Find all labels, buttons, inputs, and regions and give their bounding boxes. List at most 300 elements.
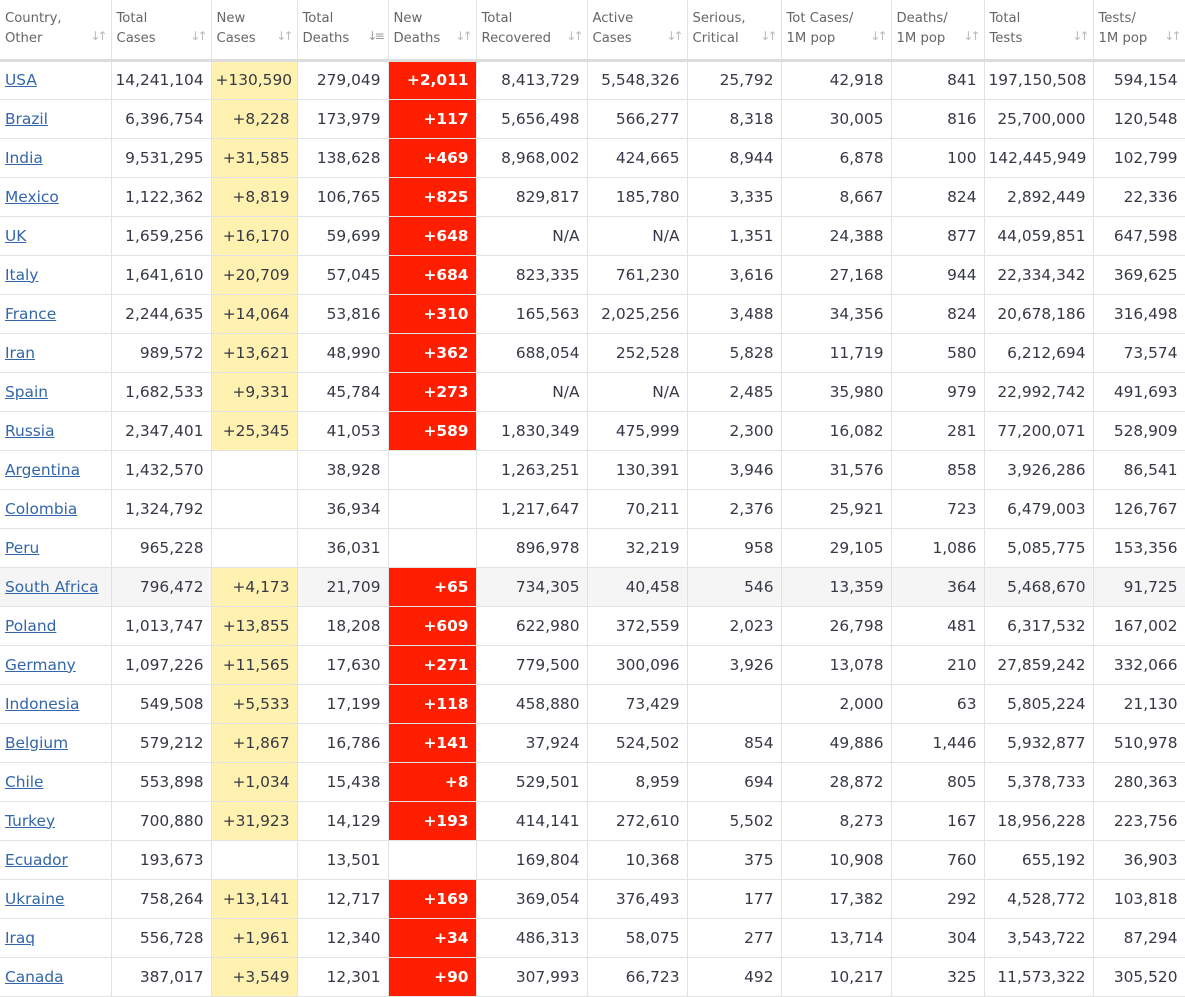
table-row (0, 177, 1185, 216)
cell-total-cases: 14,241,104 (111, 60, 211, 99)
cell-total-recovered: 622,980 (476, 606, 587, 645)
cell-country (0, 957, 111, 996)
cell-active-cases: 185,780 (587, 177, 687, 216)
header-label-line2: Cases (116, 31, 156, 46)
cell-tot-cases-per-1m: 6,878 (781, 138, 891, 177)
cell-tests-per-1m: 305,520 (1093, 957, 1185, 996)
cell-serious-critical: 492 (687, 957, 781, 996)
country-link[interactable]: Italy (5, 265, 39, 284)
cell-new-cases: +1,034 (211, 762, 297, 801)
cell-serious-critical: 854 (687, 723, 781, 762)
header-total-tests[interactable] (984, 0, 1093, 60)
cell-total-deaths: 38,928 (297, 450, 388, 489)
header-label-line2: 1M pop (896, 31, 946, 46)
table-row (0, 840, 1185, 879)
cell-total-deaths: 279,049 (297, 60, 388, 99)
cell-new-cases: +13,855 (211, 606, 297, 645)
cell-tot-cases-per-1m: 29,105 (781, 528, 891, 567)
cell-total-tests: 3,543,722 (984, 918, 1093, 957)
cell-country (0, 333, 111, 372)
country-link[interactable]: Chile (5, 772, 44, 791)
cell-deaths-per-1m: 760 (891, 840, 984, 879)
cell-tests-per-1m: 332,066 (1093, 645, 1185, 684)
country-link[interactable]: Belgium (5, 733, 69, 752)
cell-country (0, 60, 111, 99)
country-link[interactable]: Mexico (5, 187, 59, 206)
cell-total-tests: 5,085,775 (984, 528, 1093, 567)
cell-tot-cases-per-1m: 27,168 (781, 255, 891, 294)
cell-active-cases: 272,610 (587, 801, 687, 840)
cell-country (0, 138, 111, 177)
cell-total-deaths: 45,784 (297, 372, 388, 411)
cell-new-deaths: +310 (388, 294, 476, 333)
sort-arrows-icon[interactable]: ↓↑ (666, 28, 681, 43)
cell-tot-cases-per-1m: 49,886 (781, 723, 891, 762)
header-label-line1: Total (116, 11, 148, 26)
header-label-line1: New (216, 11, 246, 26)
cell-serious-critical (687, 684, 781, 723)
cell-total-deaths: 12,301 (297, 957, 388, 996)
cell-country (0, 723, 111, 762)
table-row (0, 762, 1185, 801)
cell-new-cases: +130,590 (211, 60, 297, 99)
cell-total-cases: 2,244,635 (111, 294, 211, 333)
cell-active-cases: 73,429 (587, 684, 687, 723)
cell-total-deaths: 57,045 (297, 255, 388, 294)
cell-deaths-per-1m: 63 (891, 684, 984, 723)
country-link[interactable]: Germany (5, 655, 76, 674)
country-link[interactable]: Iraq (5, 928, 36, 947)
cell-new-cases: +14,064 (211, 294, 297, 333)
cell-new-deaths: +271 (388, 645, 476, 684)
cell-tests-per-1m: 223,756 (1093, 801, 1185, 840)
table-row (0, 138, 1185, 177)
cell-tests-per-1m: 491,693 (1093, 372, 1185, 411)
header-label-line1: Total (302, 11, 334, 26)
cell-country (0, 645, 111, 684)
cell-country (0, 372, 111, 411)
cell-total-tests: 6,479,003 (984, 489, 1093, 528)
header-label-line2: 1M pop (1098, 31, 1148, 46)
sort-arrows-icon[interactable]: ↓↑ (90, 28, 105, 43)
cell-country (0, 840, 111, 879)
cell-new-cases: +25,345 (211, 411, 297, 450)
header-deaths-per-1m[interactable] (891, 0, 984, 60)
cell-tot-cases-per-1m: 10,217 (781, 957, 891, 996)
cell-new-cases: +8,819 (211, 177, 297, 216)
header-new-cases[interactable] (211, 0, 297, 60)
header-serious-critical[interactable] (687, 0, 781, 60)
cell-deaths-per-1m: 841 (891, 60, 984, 99)
cell-country (0, 411, 111, 450)
cell-new-cases: +1,867 (211, 723, 297, 762)
cell-tests-per-1m: 167,002 (1093, 606, 1185, 645)
cell-tests-per-1m: 86,541 (1093, 450, 1185, 489)
cell-tests-per-1m: 36,903 (1093, 840, 1185, 879)
cell-country (0, 762, 111, 801)
cell-tot-cases-per-1m: 34,356 (781, 294, 891, 333)
cell-deaths-per-1m: 979 (891, 372, 984, 411)
cell-new-cases (211, 450, 297, 489)
cell-total-deaths: 17,630 (297, 645, 388, 684)
cell-tests-per-1m: 22,336 (1093, 177, 1185, 216)
cell-deaths-per-1m: 824 (891, 294, 984, 333)
cell-total-deaths: 106,765 (297, 177, 388, 216)
cell-deaths-per-1m: 723 (891, 489, 984, 528)
cell-serious-critical: 3,926 (687, 645, 781, 684)
cell-new-cases: +31,585 (211, 138, 297, 177)
country-link[interactable]: Turkey (5, 811, 56, 830)
cell-total-cases: 1,641,610 (111, 255, 211, 294)
cell-total-cases: 556,728 (111, 918, 211, 957)
cell-total-tests: 5,378,733 (984, 762, 1093, 801)
header-total-recovered[interactable] (476, 0, 587, 60)
cell-total-recovered: 779,500 (476, 645, 587, 684)
cell-tests-per-1m: 528,909 (1093, 411, 1185, 450)
header-tests-per-1m[interactable] (1093, 0, 1185, 60)
cell-total-deaths: 36,031 (297, 528, 388, 567)
header-total-deaths[interactable] (297, 0, 388, 60)
cell-new-cases: +20,709 (211, 255, 297, 294)
cell-tests-per-1m: 369,625 (1093, 255, 1185, 294)
header-new-deaths[interactable] (388, 0, 476, 60)
cell-country (0, 450, 111, 489)
cell-active-cases: 372,559 (587, 606, 687, 645)
sort-arrows-icon[interactable]: ↓↑ (190, 28, 205, 43)
cell-total-deaths: 17,199 (297, 684, 388, 723)
cell-serious-critical: 958 (687, 528, 781, 567)
cell-total-recovered: 8,968,002 (476, 138, 587, 177)
cell-total-recovered: 734,305 (476, 567, 587, 606)
country-link[interactable]: UK (5, 226, 27, 245)
cell-deaths-per-1m: 100 (891, 138, 984, 177)
cell-new-deaths: +469 (388, 138, 476, 177)
cell-serious-critical: 3,946 (687, 450, 781, 489)
cell-total-deaths: 173,979 (297, 99, 388, 138)
country-link[interactable]: Canada (5, 967, 64, 986)
cell-new-deaths: +589 (388, 411, 476, 450)
header-label-line1: Tot Cases/ (786, 11, 854, 26)
header-label-line1: Deaths/ (896, 11, 948, 26)
cell-serious-critical: 3,335 (687, 177, 781, 216)
cell-deaths-per-1m: 325 (891, 957, 984, 996)
country-link[interactable]: South Africa (5, 577, 99, 596)
country-link[interactable]: USA (5, 71, 37, 89)
cell-total-tests: 18,956,228 (984, 801, 1093, 840)
cell-new-deaths (388, 528, 476, 567)
cell-tests-per-1m: 73,574 (1093, 333, 1185, 372)
cell-tot-cases-per-1m: 30,005 (781, 99, 891, 138)
cell-new-deaths: +34 (388, 918, 476, 957)
cell-total-cases: 1,432,570 (111, 450, 211, 489)
cell-total-deaths: 36,934 (297, 489, 388, 528)
country-link[interactable]: Brazil (5, 109, 48, 128)
cell-active-cases: 2,025,256 (587, 294, 687, 333)
cell-tot-cases-per-1m: 25,921 (781, 489, 891, 528)
cell-total-deaths: 53,816 (297, 294, 388, 333)
country-link[interactable]: Iran (5, 343, 36, 362)
cell-total-recovered: 458,880 (476, 684, 587, 723)
header-label-line2: 1M pop (786, 31, 836, 46)
country-link[interactable]: Ecuador (5, 850, 68, 869)
cell-total-tests: 20,678,186 (984, 294, 1093, 333)
header-label-line2: Critical (692, 31, 739, 46)
cell-serious-critical: 546 (687, 567, 781, 606)
cell-tot-cases-per-1m: 35,980 (781, 372, 891, 411)
cell-active-cases: 300,096 (587, 645, 687, 684)
cell-active-cases: 376,493 (587, 879, 687, 918)
cell-active-cases: 40,458 (587, 567, 687, 606)
cell-total-tests: 77,200,071 (984, 411, 1093, 450)
cell-deaths-per-1m: 210 (891, 645, 984, 684)
sort-arrows-icon[interactable]: ↓↑ (870, 28, 885, 43)
cell-total-recovered: 8,413,729 (476, 60, 587, 99)
sort-arrows-icon[interactable]: ↓↑ (1072, 28, 1087, 43)
cell-deaths-per-1m: 364 (891, 567, 984, 606)
cell-country (0, 606, 111, 645)
table-row (0, 450, 1185, 489)
header-label-line2: Other (5, 31, 43, 46)
cell-deaths-per-1m: 858 (891, 450, 984, 489)
cell-total-recovered: 1,263,251 (476, 450, 587, 489)
cell-deaths-per-1m: 1,446 (891, 723, 984, 762)
sort-arrows-icon[interactable]: ↓↑ (566, 28, 581, 43)
country-link[interactable]: France (5, 304, 57, 323)
cell-tot-cases-per-1m: 24,388 (781, 216, 891, 255)
cell-country (0, 294, 111, 333)
cell-country (0, 801, 111, 840)
cell-country (0, 567, 111, 606)
header-label-line1: Total (481, 11, 513, 26)
cell-serious-critical: 5,828 (687, 333, 781, 372)
cell-new-deaths: +90 (388, 957, 476, 996)
cell-new-deaths: +2,011 (388, 60, 476, 99)
sort-desc-icon[interactable]: ↓≡ (367, 28, 382, 43)
cell-active-cases: 5,548,326 (587, 60, 687, 99)
cell-serious-critical: 3,616 (687, 255, 781, 294)
header-label-line1: Total (989, 11, 1021, 26)
cell-active-cases: 252,528 (587, 333, 687, 372)
cell-deaths-per-1m: 877 (891, 216, 984, 255)
cell-active-cases: 32,219 (587, 528, 687, 567)
table-row (0, 645, 1185, 684)
cell-active-cases: 524,502 (587, 723, 687, 762)
cell-active-cases: 566,277 (587, 99, 687, 138)
cell-total-tests: 197,150,508 (984, 60, 1093, 99)
cell-total-cases: 387,017 (111, 957, 211, 996)
cell-new-cases (211, 489, 297, 528)
sort-arrows-icon[interactable]: ↓↑ (276, 28, 291, 43)
cell-total-recovered: 307,993 (476, 957, 587, 996)
cell-new-cases: +9,331 (211, 372, 297, 411)
country-link[interactable]: Ukraine (5, 889, 65, 908)
cell-total-tests: 3,926,286 (984, 450, 1093, 489)
cell-total-recovered: 1,217,647 (476, 489, 587, 528)
cell-tests-per-1m: 280,363 (1093, 762, 1185, 801)
cell-new-deaths: +609 (388, 606, 476, 645)
cell-serious-critical: 277 (687, 918, 781, 957)
cell-new-deaths: +118 (388, 684, 476, 723)
cell-tot-cases-per-1m: 13,714 (781, 918, 891, 957)
cell-total-tests: 5,932,877 (984, 723, 1093, 762)
cell-total-cases: 1,097,226 (111, 645, 211, 684)
cell-new-cases: +13,621 (211, 333, 297, 372)
cell-total-tests: 27,859,242 (984, 645, 1093, 684)
cell-tot-cases-per-1m: 13,078 (781, 645, 891, 684)
cell-serious-critical: 1,351 (687, 216, 781, 255)
cell-total-tests: 22,992,742 (984, 372, 1093, 411)
cell-country (0, 255, 111, 294)
cell-total-cases: 1,324,792 (111, 489, 211, 528)
sort-arrows-icon[interactable]: ↓↑ (760, 28, 775, 43)
cell-total-recovered: 1,830,349 (476, 411, 587, 450)
cell-tot-cases-per-1m: 8,667 (781, 177, 891, 216)
cell-country (0, 216, 111, 255)
cell-total-cases: 549,508 (111, 684, 211, 723)
sort-arrows-icon[interactable]: ↓↑ (455, 28, 470, 43)
cell-active-cases: N/A (587, 372, 687, 411)
cell-tot-cases-per-1m: 13,359 (781, 567, 891, 606)
cell-new-cases: +13,141 (211, 879, 297, 918)
cell-total-cases: 1,682,533 (111, 372, 211, 411)
cell-new-cases: +31,923 (211, 801, 297, 840)
cell-serious-critical: 2,485 (687, 372, 781, 411)
cell-deaths-per-1m: 292 (891, 879, 984, 918)
cell-serious-critical: 694 (687, 762, 781, 801)
country-link[interactable]: Indonesia (5, 694, 80, 713)
cell-total-tests: 25,700,000 (984, 99, 1093, 138)
header-total-cases[interactable] (111, 0, 211, 60)
cell-total-recovered: 37,924 (476, 723, 587, 762)
cell-tests-per-1m: 103,818 (1093, 879, 1185, 918)
cell-active-cases: 130,391 (587, 450, 687, 489)
cell-total-cases: 758,264 (111, 879, 211, 918)
cell-tests-per-1m: 647,598 (1093, 216, 1185, 255)
cell-total-deaths: 18,208 (297, 606, 388, 645)
header-country[interactable] (0, 0, 111, 60)
cell-new-cases (211, 528, 297, 567)
cell-country (0, 528, 111, 567)
country-link[interactable]: Colombia (5, 499, 78, 518)
cell-total-cases: 700,880 (111, 801, 211, 840)
cell-active-cases: 10,368 (587, 840, 687, 879)
cell-active-cases: 424,665 (587, 138, 687, 177)
cell-total-cases: 193,673 (111, 840, 211, 879)
table-body (0, 60, 1185, 996)
cell-tot-cases-per-1m: 42,918 (781, 60, 891, 99)
cell-active-cases: N/A (587, 216, 687, 255)
cell-serious-critical: 8,944 (687, 138, 781, 177)
cell-new-deaths: +141 (388, 723, 476, 762)
table-row (0, 528, 1185, 567)
header-active-cases[interactable] (587, 0, 687, 60)
cell-total-cases: 1,122,362 (111, 177, 211, 216)
cell-total-recovered: 169,804 (476, 840, 587, 879)
table-row (0, 567, 1185, 606)
cell-tests-per-1m: 21,130 (1093, 684, 1185, 723)
cell-total-deaths: 21,709 (297, 567, 388, 606)
table-row (0, 801, 1185, 840)
sort-arrows-icon[interactable]: ↓↑ (1164, 28, 1179, 43)
cell-active-cases: 58,075 (587, 918, 687, 957)
header-tot-cases-per-1m[interactable] (781, 0, 891, 60)
cell-total-deaths: 16,786 (297, 723, 388, 762)
cell-tot-cases-per-1m: 17,382 (781, 879, 891, 918)
cell-total-recovered: 486,313 (476, 918, 587, 957)
cell-serious-critical: 2,376 (687, 489, 781, 528)
country-link[interactable]: Poland (5, 616, 57, 635)
cell-deaths-per-1m: 281 (891, 411, 984, 450)
cell-serious-critical: 25,792 (687, 60, 781, 99)
cell-new-cases: +8,228 (211, 99, 297, 138)
cell-tests-per-1m: 510,978 (1093, 723, 1185, 762)
cell-tests-per-1m: 126,767 (1093, 489, 1185, 528)
header-label-line1: Tests/ (1098, 11, 1136, 26)
table-row (0, 294, 1185, 333)
table-row (0, 255, 1185, 294)
cell-total-deaths: 48,990 (297, 333, 388, 372)
header-label-line2: Deaths (393, 31, 441, 46)
cell-country (0, 99, 111, 138)
cell-new-deaths: +117 (388, 99, 476, 138)
cell-total-tests: 6,317,532 (984, 606, 1093, 645)
cell-total-recovered: 165,563 (476, 294, 587, 333)
table-row (0, 918, 1185, 957)
country-link[interactable]: India (5, 148, 43, 167)
cell-total-deaths: 138,628 (297, 138, 388, 177)
cell-total-deaths: 14,129 (297, 801, 388, 840)
cell-total-recovered: N/A (476, 216, 587, 255)
cell-total-tests: 44,059,851 (984, 216, 1093, 255)
cell-country (0, 879, 111, 918)
country-link[interactable]: Argentina (5, 460, 81, 479)
cell-total-deaths: 12,340 (297, 918, 388, 957)
table-row (0, 489, 1185, 528)
cell-new-cases: +5,533 (211, 684, 297, 723)
cell-new-cases: +4,173 (211, 567, 297, 606)
cell-total-recovered: 414,141 (476, 801, 587, 840)
sort-arrows-icon[interactable]: ↓↑ (963, 28, 978, 43)
cell-tests-per-1m: 102,799 (1093, 138, 1185, 177)
cell-new-deaths: +648 (388, 216, 476, 255)
cell-deaths-per-1m: 1,086 (891, 528, 984, 567)
cell-total-recovered: N/A (476, 372, 587, 411)
cell-total-cases: 553,898 (111, 762, 211, 801)
cell-total-tests: 5,468,670 (984, 567, 1093, 606)
cell-total-cases: 579,212 (111, 723, 211, 762)
cell-total-recovered: 529,501 (476, 762, 587, 801)
cell-total-cases: 6,396,754 (111, 99, 211, 138)
cell-active-cases: 70,211 (587, 489, 687, 528)
country-link[interactable]: Peru (5, 538, 40, 557)
country-link[interactable]: Russia (5, 421, 55, 440)
cell-total-tests: 11,573,322 (984, 957, 1093, 996)
cell-tot-cases-per-1m: 31,576 (781, 450, 891, 489)
cell-total-recovered: 896,978 (476, 528, 587, 567)
table-row (0, 879, 1185, 918)
header-label-line1: New (393, 11, 423, 26)
cell-deaths-per-1m: 304 (891, 918, 984, 957)
header-label-line1: Active (592, 11, 634, 26)
cell-country (0, 684, 111, 723)
cell-new-deaths: +825 (388, 177, 476, 216)
country-link[interactable]: Spain (5, 382, 49, 401)
cell-serious-critical: 8,318 (687, 99, 781, 138)
header-label-line2: Recovered (481, 31, 552, 46)
table-row (0, 411, 1185, 450)
cell-total-recovered: 5,656,498 (476, 99, 587, 138)
table-row (0, 60, 1185, 99)
